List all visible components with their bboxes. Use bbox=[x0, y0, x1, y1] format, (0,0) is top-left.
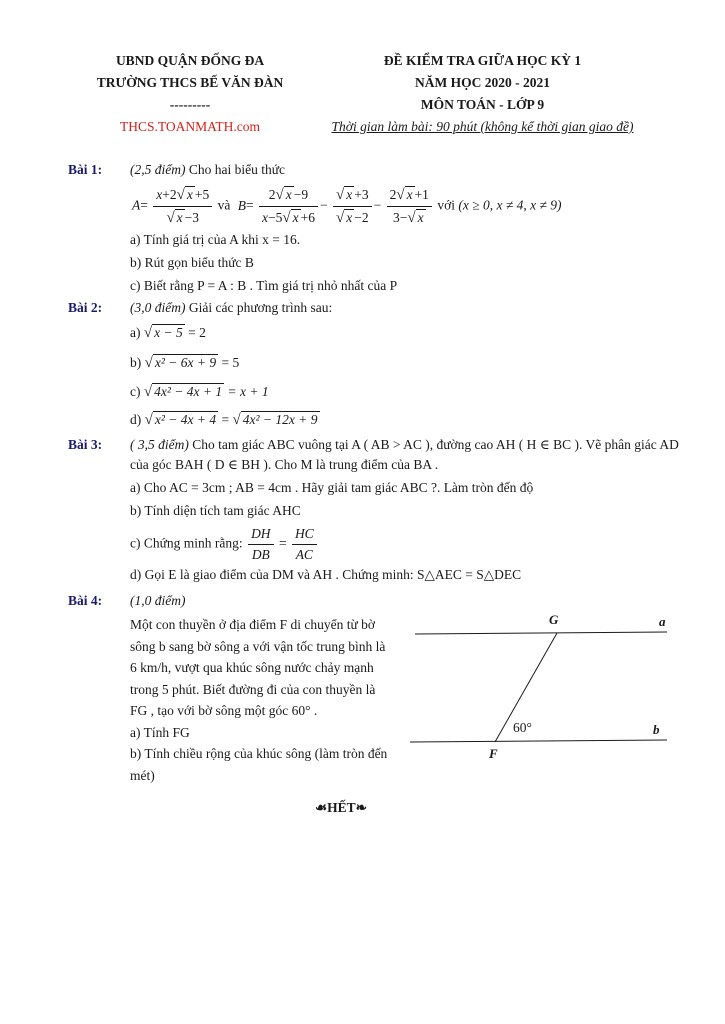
bai1-condition: (x ≥ 0, x ≠ 4, x ≠ 9) bbox=[458, 197, 562, 213]
item-marker: b) bbox=[130, 355, 142, 370]
site-name: THCS.TOANMATH.com bbox=[119, 119, 260, 134]
va-text: và bbox=[217, 197, 231, 213]
river-diagram bbox=[405, 612, 675, 772]
bank-b-line bbox=[410, 740, 667, 742]
bai2-points: (3,0 điểm) bbox=[130, 300, 186, 315]
bai3-intro bbox=[130, 435, 690, 475]
radicand: x − 5 bbox=[154, 325, 183, 340]
bai2-intro-text: Giải các phương trình sau: bbox=[188, 300, 333, 315]
bai2-intro bbox=[130, 300, 332, 316]
equals: = bbox=[278, 535, 287, 551]
bai2-a: a) √ x − 5 = 2 bbox=[130, 325, 206, 341]
voi-text: với bbox=[437, 197, 455, 213]
rhs: = 2 bbox=[188, 325, 206, 340]
bank-b-label: b bbox=[653, 722, 660, 737]
equals: = bbox=[221, 412, 230, 427]
bai4-label: Bài 4: bbox=[68, 593, 103, 608]
bai1-intro-text: Cho hai biểu thức bbox=[188, 162, 286, 177]
bai3-c bbox=[130, 526, 319, 563]
bai3-b: b) Tính diện tích tam giác AHC bbox=[130, 503, 301, 518]
school-year: NĂM HỌC 2020 - 2021 bbox=[415, 75, 550, 90]
bai4-b: b) Tính chiều rộng của khúc sông (làm tròn đến mét) bbox=[130, 746, 388, 783]
bai4-body bbox=[130, 614, 390, 786]
c-text: c) Chứng minh rằng: bbox=[130, 535, 243, 551]
fraction-B1: $\frac{2√ x -9}{x-5√ x +6}$ bbox=[259, 186, 318, 227]
bai1-a: a) Tính giá trị của A khi x = 16. bbox=[130, 232, 301, 247]
time-allowed: Thời gian làm bài: 90 phút (không kể thời gian giao đề) bbox=[331, 119, 634, 134]
rhs: = x + 1 bbox=[227, 384, 269, 399]
bai4-text: Một con thuyền ở địa điểm F di chuyển từ bờ sông b sang bờ sông a với vận tốc trung bình là 6 km/h, vượt qua khúc sông nước chảy mạnh trong 5 phút. Biết đường đi của con thuyền là FG , tạo với bờ sông một góc 60° . bbox=[130, 617, 386, 718]
bai4-points bbox=[130, 593, 185, 609]
river-figure bbox=[405, 612, 675, 772]
bai3-intro-text: Cho tam giác ABC vuông tại A ( AB > AC ), đường cao AH ( H ∈ BC ). Vẽ phân giác AD của góc BAH ( D ∈ BH ). Cho M là trung điểm của BA . bbox=[130, 437, 679, 472]
bai1-b: b) Rút gọn biểu thức B bbox=[130, 255, 254, 270]
bank-a-label: a bbox=[659, 614, 666, 629]
angle-label: 60° bbox=[513, 720, 532, 735]
school-name: TRƯỜNG THCS BẾ VĂN ĐÀN bbox=[96, 75, 284, 90]
point-G-label: G bbox=[549, 612, 559, 627]
bai3-label: Bài 3: bbox=[68, 437, 103, 452]
school-header bbox=[80, 50, 300, 138]
radicand: x² − 4x + 4 bbox=[154, 412, 217, 427]
radicand: 4x² − 12x + 9 bbox=[242, 412, 318, 427]
end-mark: ☙HẾT❧ bbox=[315, 800, 367, 815]
fraction-B2: $\frac{√ x +3}{√ x -2}$ bbox=[333, 186, 372, 227]
fraction-HC-AC: $\frac{HC}{AC}$ bbox=[292, 526, 317, 563]
bai3-d: d) Gọi E là giao điểm của DM và AH . Chứng minh: S△AEC = S△DEC bbox=[130, 567, 522, 582]
bai2-b: b) √ x² − 6x + 9 = 5 bbox=[130, 355, 240, 371]
bank-a-line bbox=[415, 632, 667, 634]
bai3-points: ( 3,5 điểm) bbox=[130, 437, 189, 452]
exam-header bbox=[310, 50, 655, 138]
bai1-points: (2,5 điểm) bbox=[130, 162, 186, 177]
bai2-c: c) √ 4x² − 4x + 1 = x + 1 bbox=[130, 384, 269, 400]
bai1-intro bbox=[130, 162, 285, 178]
bai4-points-text: (1,0 điểm) bbox=[130, 593, 186, 608]
header-dashes: --------- bbox=[169, 97, 211, 112]
radicand: 4x² − 4x + 1 bbox=[154, 384, 223, 399]
item-marker: a) bbox=[130, 325, 141, 340]
radicand: x² − 6x + 9 bbox=[154, 355, 217, 370]
bai4-a: a) Tính FG bbox=[130, 724, 190, 740]
subject: MÔN TOÁN - LỚP 9 bbox=[420, 97, 545, 112]
item-marker: d) bbox=[130, 412, 142, 427]
bai1-c: c) Biết rằng P = A : B . Tìm giá trị nhỏ nhất của P bbox=[130, 278, 398, 293]
fraction-DH-DB: $\frac{DH}{DB}$ bbox=[248, 526, 274, 563]
district-name: UBND QUẬN ĐỐNG ĐA bbox=[115, 53, 265, 68]
exam-title: ĐỀ KIỂM TRA GIỮA HỌC KỲ 1 bbox=[383, 53, 582, 68]
rhs: = 5 bbox=[221, 355, 240, 370]
item-marker: c) bbox=[130, 384, 141, 399]
bai1-label: Bài 1: bbox=[68, 162, 103, 177]
bai1-expressions: A= $\frac{x+2√ x +5}{√ x -3}$ và B= $\frac{2√ x -9}{x-5√ x +6}$ − $\frac{√ x +3}{√ x -2}$ − $\frac{2√ x +1}{3-√ x}$ với (x ≥ 0, x ≠ 4, x ≠ 9) bbox=[132, 187, 562, 226]
fraction-A: $\frac{x+2√ x +5}{√ x -3}$ bbox=[153, 186, 212, 227]
bai3-a: a) Cho AC = 3cm ; AB = 4cm . Hãy giải tam giác ABC ?. Làm tròn đến độ bbox=[130, 480, 534, 495]
point-F-label: F bbox=[489, 746, 498, 761]
bai2-label: Bài 2: bbox=[68, 300, 103, 315]
bai2-d: d) √ x² − 4x + 4 = √ 4x² − 12x + 9 bbox=[130, 412, 318, 428]
fraction-B3: $\frac{2√ x +1}{3-√ x}$ bbox=[387, 186, 432, 227]
